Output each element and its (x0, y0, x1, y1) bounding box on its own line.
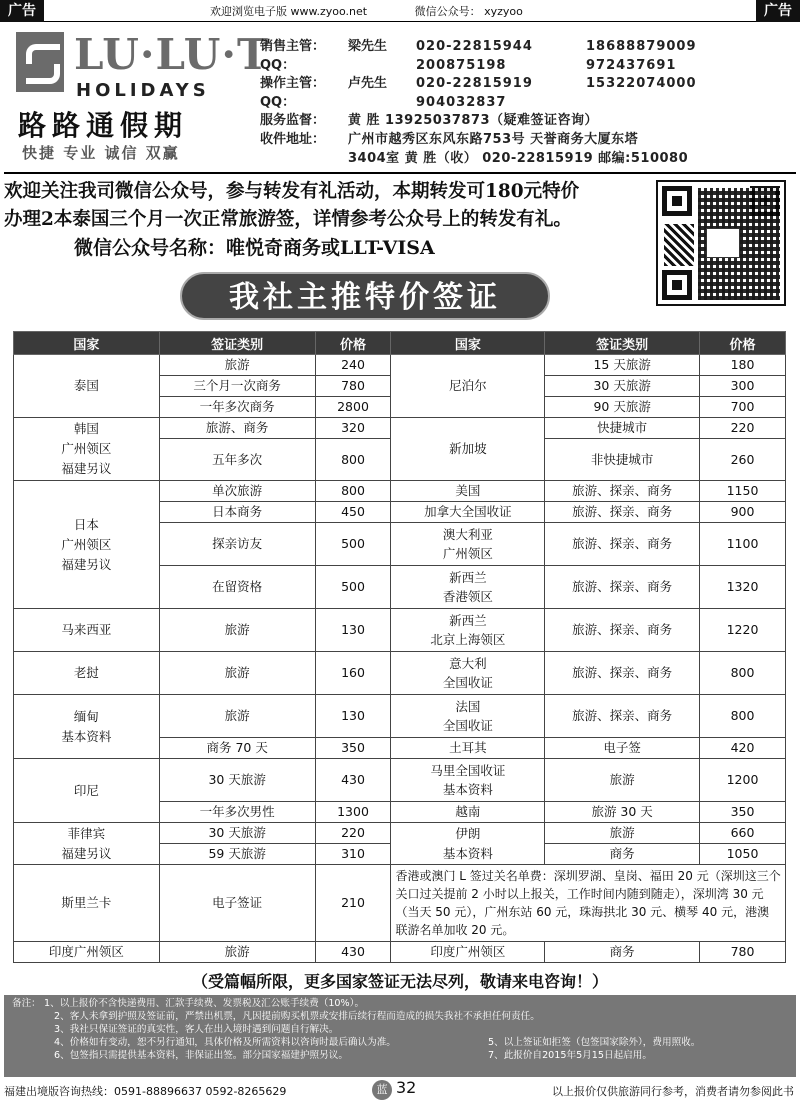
top-bar (0, 0, 800, 22)
country-cell: 印度广州领区 (391, 942, 545, 963)
country-cell: 伊朗 基本资料 (391, 823, 545, 865)
col-header-price: 价格 (315, 332, 391, 355)
page-footer (0, 1078, 800, 1100)
col-header-country: 国家 (391, 332, 545, 355)
price-cell: 320 (315, 418, 391, 439)
price-cell: 430 (315, 759, 391, 802)
country-cell: 老挝 (14, 652, 160, 695)
visa-type-cell: 旅游 (159, 942, 315, 963)
contact-row (260, 38, 796, 57)
table-row (14, 942, 786, 963)
supervisor-row (260, 112, 796, 131)
page-badge-icon: 蓝 (372, 1080, 392, 1100)
address-row (260, 131, 796, 150)
visa-type-cell: 旅游、探亲、商务 (545, 695, 700, 738)
price-cell: 220 (700, 418, 786, 439)
price-cell: 180 (700, 355, 786, 376)
country-cell: 缅甸 基本资料 (14, 695, 160, 759)
contact-role: 操作主管： (260, 76, 326, 92)
contact-role: 销售主管： (260, 39, 326, 54)
address-line1: 广州市越秀区东风东路753号 天誉商务大厦东塔 (348, 131, 639, 147)
visa-type-cell: 一年多次商务 (159, 397, 315, 418)
price-cell: 300 (700, 376, 786, 397)
country-cell: 韩国 广州领区 福建另议 (14, 418, 160, 481)
price-cell: 310 (315, 844, 391, 865)
table-row (14, 652, 786, 695)
remark-item: 1、以上报价不含快递费用、汇款手续费、发票税及汇公账手续费（10%）。 (44, 998, 365, 1009)
page-number-text: 32 (396, 1078, 417, 1097)
contact-row (260, 94, 796, 113)
promo-wechat-name: 微信公众号名称：唯悦奇商务或LLT-VISA (74, 237, 435, 259)
visa-type-cell: 快捷城市 (545, 418, 700, 439)
visa-type-cell: 三个月一次商务 (159, 376, 315, 397)
contact-role: QQ： (260, 94, 296, 110)
visa-type-cell: 旅游 30 天 (545, 802, 700, 823)
visa-type-cell: 商务 (545, 844, 700, 865)
table-row (14, 695, 786, 738)
contact-name: 梁先生 (348, 39, 388, 54)
country-cell: 泰国 (14, 355, 160, 418)
price-cell: 900 (700, 502, 786, 523)
price-cell: 130 (315, 609, 391, 652)
address-role: 收件地址： (260, 131, 326, 147)
logo-holidays: HOLIDAYS (76, 80, 210, 101)
price-cell: 800 (700, 695, 786, 738)
visa-type-cell: 电子签 (545, 738, 700, 759)
visa-type-cell: 商务 70 天 (159, 738, 315, 759)
visa-type-cell: 电子签证 (159, 865, 315, 942)
company-slogan: 快捷 专业 诚信 双赢 (22, 144, 180, 162)
price-cell: 220 (315, 823, 391, 844)
visa-type-cell: 59 天旅游 (159, 844, 315, 865)
visa-type-cell: 单次旅游 (159, 481, 315, 502)
visa-type-cell: 旅游 (159, 355, 315, 376)
more-countries-note: （受篇幅所限，更多国家签证无法尽列，敬请来电咨询！） (191, 972, 608, 991)
table-row (14, 355, 786, 376)
visa-type-cell: 旅游、探亲、商务 (545, 566, 700, 609)
country-cell: 尼泊尔 (391, 355, 545, 418)
price-cell: 260 (700, 439, 786, 481)
remark-item: 3、我社只保证签证的真实性，客人在出入境时遇到问题自行解决。 (54, 1024, 339, 1035)
featured-visa-banner: 我社主推特价签证 (180, 272, 550, 320)
country-cell: 法国 全国收证 (391, 695, 545, 738)
contact-name: 卢先生 (348, 76, 388, 92)
country-cell: 澳大利亚 广州领区 (391, 523, 545, 566)
qr-code-icon[interactable] (656, 180, 786, 306)
price-cell: 1150 (700, 481, 786, 502)
contact-qq2: 972437691 (586, 57, 677, 73)
remark-item: 6、包签指只需提供基本资料，非保证出签。部分国家福建护照另议。 (54, 1050, 348, 1061)
contact-name (348, 57, 416, 76)
remark-item: 4、价格如有变动，恕不另行通知，具体价格及所需资料以咨询时最后确认为准。 (54, 1037, 396, 1048)
price-cell: 2800 (315, 397, 391, 418)
visa-type-cell: 五年多次 (159, 439, 315, 481)
contact-mobile: 15322074000 (586, 76, 697, 92)
supervisor-role: 服务监督： (260, 113, 326, 129)
visa-type-cell: 旅游 (159, 609, 315, 652)
visa-type-cell: 探亲访友 (159, 523, 315, 566)
country-cell: 马来西亚 (14, 609, 160, 652)
price-cell: 1200 (700, 759, 786, 802)
col-header-price: 价格 (700, 332, 786, 355)
visa-type-cell: 旅游、探亲、商务 (545, 481, 700, 502)
price-cell: 780 (315, 376, 391, 397)
visa-type-cell: 旅游、探亲、商务 (545, 652, 700, 695)
footer-hotline: 福建出境版咨询热线：0591-88896637 0592-8265629 (4, 1085, 287, 1098)
visa-type-cell: 30 天旅游 (159, 759, 315, 802)
visa-type-cell: 15 天旅游 (545, 355, 700, 376)
visa-type-cell: 一年多次男性 (159, 802, 315, 823)
table-row (14, 609, 786, 652)
price-cell: 500 (315, 523, 391, 566)
wechat-account: 微信公众号： xyzyoo (414, 5, 523, 18)
visa-type-cell: 非快捷城市 (545, 439, 700, 481)
price-cell: 1050 (700, 844, 786, 865)
visa-type-cell: 旅游 (159, 695, 315, 738)
price-cell: 130 (315, 695, 391, 738)
country-cell: 新西兰 北京上海领区 (391, 609, 545, 652)
address-row-2 (260, 150, 796, 169)
contact-role: QQ： (260, 57, 296, 73)
price-cell: 800 (315, 439, 391, 481)
contact-block (260, 38, 796, 168)
supervisor-text: 黄 胜 13925037873（疑难签证咨询） (348, 113, 599, 129)
contact-row (260, 75, 796, 94)
hk-macau-crossing-note: 香港或澳门 L 签过关名单费：深圳罗湖、皇岗、福田 20 元（深圳这三个关口过关提前 2 小时以上报关，工作时间内随到随走），深圳湾 30 元（当天 50 元），广州东站 60 元，珠海拱北 30 元、横琴 40 元，港澳联游名单加收 20 元。 (391, 865, 786, 942)
visa-type-cell: 在留资格 (159, 566, 315, 609)
price-cell: 1300 (315, 802, 391, 823)
visa-type-cell: 30 天旅游 (545, 376, 700, 397)
price-cell: 430 (315, 942, 391, 963)
top-center (210, 3, 567, 19)
contact-mobile: 18688879009 (586, 39, 697, 54)
contact-phone: 020-22815944 (416, 39, 533, 54)
visa-type-cell: 旅游 (159, 652, 315, 695)
contact-qq: 904032837 (416, 94, 507, 110)
country-cell: 美国 (391, 481, 545, 502)
price-cell: 1320 (700, 566, 786, 609)
visa-type-cell: 30 天旅游 (159, 823, 315, 844)
price-cell: 1100 (700, 523, 786, 566)
visa-type-cell: 旅游、商务 (159, 418, 315, 439)
country-cell: 土耳其 (391, 738, 545, 759)
site-link[interactable]: 欢迎浏览电子版 www.zyoo.net (210, 5, 368, 18)
contact-name (348, 94, 416, 113)
price-cell: 350 (315, 738, 391, 759)
visa-type-cell: 旅游、探亲、商务 (545, 502, 700, 523)
visa-type-cell: 商务 (545, 942, 700, 963)
contact-row (260, 57, 796, 76)
country-cell: 菲律宾 福建另议 (14, 823, 160, 865)
col-header-country: 国家 (14, 332, 160, 355)
price-cell: 500 (315, 566, 391, 609)
price-cell: 780 (700, 942, 786, 963)
logo-wordmark: LU·LU·T (74, 30, 270, 79)
company-name-cn: 路路通假期 (18, 109, 189, 142)
country-cell: 印尼 (14, 759, 160, 823)
visa-type-cell: 日本商务 (159, 502, 315, 523)
price-cell: 420 (700, 738, 786, 759)
price-cell: 800 (700, 652, 786, 695)
country-cell: 日本 广州领区 福建另议 (14, 481, 160, 609)
contact-qq: 200875198 (416, 57, 507, 73)
table-row (14, 823, 786, 844)
promo-line-2: 办理2本泰国三个月一次正常旅游签，详情参考公众号上的转发有礼。 (4, 209, 572, 230)
table-row (14, 865, 786, 942)
promo-line-1: 欢迎关注我司微信公众号，参与转发有礼活动，本期转发可180元特价 (4, 181, 580, 202)
remarks-block (4, 995, 796, 1077)
price-cell: 660 (700, 823, 786, 844)
price-cell: 450 (315, 502, 391, 523)
page-number (372, 1078, 432, 1100)
footer-disclaimer: 以上报价仅供旅游同行参考，消费者请勿参阅此书 (552, 1085, 794, 1098)
ad-tag-left: 广告 (0, 0, 44, 22)
table-row (14, 759, 786, 802)
table-header-row (14, 332, 786, 355)
visa-type-cell: 旅游、探亲、商务 (545, 523, 700, 566)
company-header (4, 24, 796, 174)
remark-item: 2、客人未拿到护照及签证前，严禁出机票，凡因提前购买机票或安排后续行程而造成的损失我社不承担任何责任。 (54, 1011, 540, 1022)
country-cell: 印度广州领区 (14, 942, 160, 963)
table-row (14, 481, 786, 502)
qr-logo-icon (706, 228, 740, 258)
country-cell: 新加坡 (391, 418, 545, 481)
ad-tag-right: 广告 (756, 0, 800, 22)
contact-phone: 020-22815919 (416, 76, 533, 92)
visa-type-cell: 90 天旅游 (545, 397, 700, 418)
col-header-visa-type: 签证类别 (159, 332, 315, 355)
price-cell: 1220 (700, 609, 786, 652)
country-cell: 加拿大全国收证 (391, 502, 545, 523)
country-cell: 越南 (391, 802, 545, 823)
country-cell: 马里全国收证 基本资料 (391, 759, 545, 802)
country-cell: 新西兰 香港领区 (391, 566, 545, 609)
visa-type-cell: 旅游、探亲、商务 (545, 609, 700, 652)
price-cell: 700 (700, 397, 786, 418)
price-cell: 240 (315, 355, 391, 376)
price-cell: 350 (700, 802, 786, 823)
address-line2: 3404室 黄 胜（收） 020-22815919 邮编:510080 (348, 150, 689, 166)
remark-item: 5、以上签证如拒签（包签国家除外），费用照收。 (488, 1037, 701, 1048)
col-header-visa-type: 签证类别 (545, 332, 700, 355)
country-cell: 斯里兰卡 (14, 865, 160, 942)
promo-block (4, 178, 654, 259)
table-row (14, 418, 786, 439)
price-cell: 800 (315, 481, 391, 502)
country-cell: 意大利 全国收证 (391, 652, 545, 695)
visa-price-table (13, 331, 786, 963)
price-cell: 210 (315, 865, 391, 942)
logo-s-icon (16, 32, 64, 92)
remark-item: 7、此报价自2015年5月15日起启用。 (488, 1050, 652, 1061)
remarks-label: 备注： (12, 998, 41, 1009)
price-cell: 160 (315, 652, 391, 695)
visa-type-cell: 旅游 (545, 823, 700, 844)
visa-type-cell: 旅游 (545, 759, 700, 802)
